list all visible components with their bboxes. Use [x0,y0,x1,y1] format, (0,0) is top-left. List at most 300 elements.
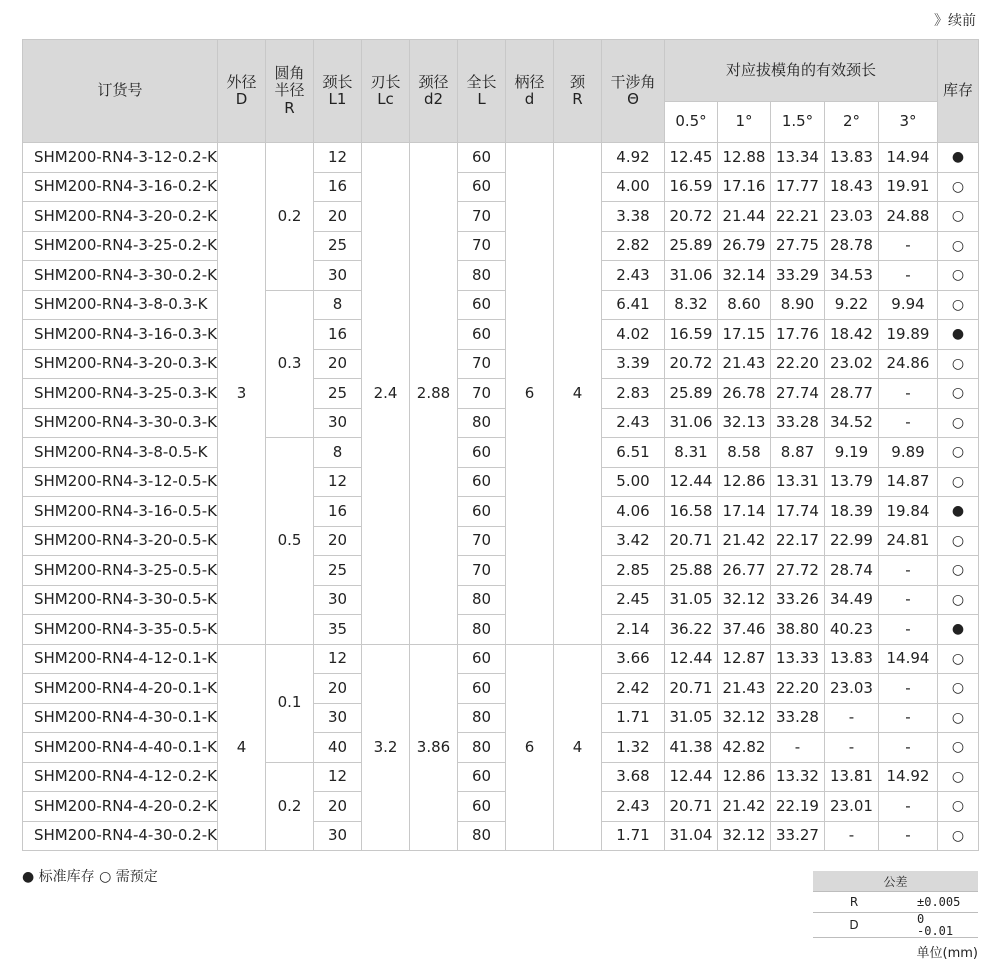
cell-eff: 38.80 [771,615,825,645]
order-code: SHM200-RN4-3-30-0.2-K [23,261,218,291]
cell-L: 60 [458,762,506,792]
cell-stock: ○ [938,585,979,615]
cell-theta: 6.51 [602,438,665,468]
cell-eff: 32.13 [718,408,771,438]
cell-eff: - [879,733,938,763]
header-eff-group: 对应拔模角的有效颈长 [665,40,938,102]
cell-eff: 27.72 [771,556,825,586]
order-code: SHM200-RN4-3-30-0.5-K [23,585,218,615]
cell-stock: ○ [938,379,979,409]
cell-L: 70 [458,231,506,261]
tolerance-row [813,913,978,938]
header-R: 圆角 半径 R [266,40,314,143]
cell-L1: 12 [314,644,362,674]
cell-stock: ○ [938,438,979,468]
cell-L1: 30 [314,821,362,851]
cell-eff: 33.28 [771,408,825,438]
order-code: SHM200-RN4-4-40-0.1-K [23,733,218,763]
cell-eff: - [879,556,938,586]
cell-eff: - [825,821,879,851]
cell-eff: 9.22 [825,290,879,320]
cell-L1: 20 [314,202,362,232]
table-row [23,290,979,320]
cell-eff: - [825,703,879,733]
cell-eff: 12.44 [665,762,718,792]
cell-eff: 18.43 [825,172,879,202]
stock-legend: ● 标准库存 ○ 需预定 [22,869,158,885]
cell-eff: 33.28 [771,703,825,733]
table-row [23,202,979,232]
cell-L1: 30 [314,703,362,733]
cell-L1: 30 [314,261,362,291]
order-code: SHM200-RN4-3-16-0.2-K [23,172,218,202]
order-code: SHM200-RN4-3-20-0.2-K [23,202,218,232]
cell-theta: 3.38 [602,202,665,232]
cell-eff: 17.15 [718,320,771,350]
order-code: SHM200-RN4-3-16-0.3-K [23,320,218,350]
cell-eff: - [879,379,938,409]
cell-eff: 24.86 [879,349,938,379]
order-code: SHM200-RN4-3-20-0.3-K [23,349,218,379]
cell-stock: ○ [938,172,979,202]
cell-stock: ○ [938,733,979,763]
cell-eff: 34.53 [825,261,879,291]
cell-eff: 33.27 [771,821,825,851]
cell-theta: 3.66 [602,644,665,674]
cell-theta: 2.82 [602,231,665,261]
cell-stock: ● [938,143,979,173]
cell-eff: 19.84 [879,497,938,527]
cell-eff: 23.02 [825,349,879,379]
cell-theta: 1.71 [602,703,665,733]
cell-eff: - [771,733,825,763]
cell-eff: 8.31 [665,438,718,468]
cell-eff: 32.14 [718,261,771,291]
cell-eff: - [879,408,938,438]
header-d2: 颈径 d2 [410,40,458,143]
cell-eff: 31.06 [665,408,718,438]
cell-L: 60 [458,290,506,320]
table-row [23,556,979,586]
cell-L: 80 [458,615,506,645]
cell-eff: 40.23 [825,615,879,645]
table-row [23,821,979,851]
table-row [23,674,979,704]
cell-L: 70 [458,556,506,586]
cell-eff: 12.88 [718,143,771,173]
cell-stock: ○ [938,674,979,704]
table-row [23,379,979,409]
header-angle: 1° [718,102,771,143]
cell-eff: 22.99 [825,526,879,556]
cell-theta: 4.06 [602,497,665,527]
cell-eff: 21.43 [718,674,771,704]
cell-L: 70 [458,526,506,556]
cell-L1: 20 [314,526,362,556]
header-d: 柄径 d [506,40,554,143]
cell-L: 80 [458,261,506,291]
cell-L: 70 [458,349,506,379]
cell-eff: 12.44 [665,467,718,497]
table-row [23,585,979,615]
cell-L1: 20 [314,792,362,822]
header-neckR: 颈 R [554,40,602,143]
order-code: SHM200-RN4-3-25-0.3-K [23,379,218,409]
cell-L: 60 [458,172,506,202]
cell-theta: 4.92 [602,143,665,173]
cell-D: 4 [218,644,266,851]
cell-L: 60 [458,674,506,704]
cell-theta: 1.71 [602,821,665,851]
cell-eff: 16.59 [665,320,718,350]
cell-L: 60 [458,438,506,468]
cell-L: 80 [458,703,506,733]
cell-theta: 4.00 [602,172,665,202]
cell-eff: 23.03 [825,202,879,232]
cell-theta: 3.42 [602,526,665,556]
order-code: SHM200-RN4-3-35-0.5-K [23,615,218,645]
cell-L: 60 [458,644,506,674]
header-code: 订货号 [23,40,218,143]
cell-eff: 13.34 [771,143,825,173]
table-row [23,143,979,173]
header-D: 外径 D [218,40,266,143]
cell-eff: - [825,733,879,763]
order-code: SHM200-RN4-3-8-0.3-K [23,290,218,320]
cell-L1: 12 [314,762,362,792]
spec-table [22,39,979,851]
cell-eff: 31.06 [665,261,718,291]
table-row [23,408,979,438]
cell-theta: 2.14 [602,615,665,645]
header-stock: 库存 [938,40,979,143]
cell-Lc: 3.2 [362,644,410,851]
tolerance-row [813,892,978,913]
cell-eff: 13.83 [825,644,879,674]
cell-L: 80 [458,821,506,851]
cell-eff: 14.87 [879,467,938,497]
table-row [23,438,979,468]
cell-eff: 25.89 [665,231,718,261]
cell-eff: 14.92 [879,762,938,792]
cell-eff: 28.77 [825,379,879,409]
cell-eff: 17.76 [771,320,825,350]
cell-L1: 30 [314,585,362,615]
order-code: SHM200-RN4-3-25-0.5-K [23,556,218,586]
header-Lc: 刃长 Lc [362,40,410,143]
cell-eff: - [879,821,938,851]
cell-eff: 12.45 [665,143,718,173]
cell-eff: 33.26 [771,585,825,615]
cell-R: 0.2 [266,762,314,851]
cell-eff: 20.71 [665,674,718,704]
cell-eff: 9.89 [879,438,938,468]
header-theta: 干涉角 Θ [602,40,665,143]
table-row [23,792,979,822]
cell-R: 0.5 [266,438,314,645]
cell-eff: - [879,615,938,645]
cell-theta: 2.43 [602,261,665,291]
cell-eff: 20.72 [665,202,718,232]
order-code: SHM200-RN4-4-30-0.2-K [23,821,218,851]
cell-eff: 33.29 [771,261,825,291]
table-row [23,261,979,291]
cell-eff: 13.81 [825,762,879,792]
cell-eff: 14.94 [879,143,938,173]
cell-eff: 21.44 [718,202,771,232]
cell-L1: 20 [314,349,362,379]
cell-eff: 17.16 [718,172,771,202]
cell-eff: 27.74 [771,379,825,409]
order-code: SHM200-RN4-3-12-0.2-K [23,143,218,173]
cell-stock: ○ [938,408,979,438]
cell-L: 60 [458,792,506,822]
order-code: SHM200-RN4-3-16-0.5-K [23,497,218,527]
cell-eff: - [879,231,938,261]
tolerance-title: 公差 [813,871,978,892]
header-angle: 3° [879,102,938,143]
cell-eff: 14.94 [879,644,938,674]
cell-L: 80 [458,733,506,763]
cell-stock: ○ [938,703,979,733]
cell-theta: 5.00 [602,467,665,497]
cell-L1: 8 [314,438,362,468]
cell-eff: 8.87 [771,438,825,468]
cell-eff: 21.43 [718,349,771,379]
cell-D: 3 [218,143,266,645]
cell-d: 6 [506,644,554,851]
cell-stock: ● [938,615,979,645]
cell-theta: 4.02 [602,320,665,350]
table-row [23,703,979,733]
cell-eff: 13.83 [825,143,879,173]
cell-stock: ○ [938,762,979,792]
cell-eff: 17.14 [718,497,771,527]
cell-eff: 32.12 [718,585,771,615]
cell-L: 70 [458,202,506,232]
cell-L1: 12 [314,143,362,173]
cell-stock: ○ [938,467,979,497]
cell-eff: 26.79 [718,231,771,261]
cell-L1: 20 [314,674,362,704]
cell-theta: 2.43 [602,792,665,822]
cell-L1: 16 [314,497,362,527]
table-row [23,615,979,645]
cell-theta: 2.43 [602,408,665,438]
cell-R: 0.1 [266,644,314,762]
cell-stock: ○ [938,644,979,674]
cell-eff: 12.44 [665,644,718,674]
header-L1: 颈长 L1 [314,40,362,143]
order-code: SHM200-RN4-3-8-0.5-K [23,438,218,468]
cell-eff: 26.77 [718,556,771,586]
cell-stock: ○ [938,526,979,556]
cell-eff: 13.33 [771,644,825,674]
cell-eff: 19.89 [879,320,938,350]
cell-stock: ○ [938,261,979,291]
order-code: SHM200-RN4-4-20-0.1-K [23,674,218,704]
cell-theta: 2.42 [602,674,665,704]
tolerance-label: R [813,892,895,913]
cell-stock: ○ [938,556,979,586]
cell-eff: - [879,792,938,822]
cell-L: 60 [458,497,506,527]
order-code: SHM200-RN4-4-30-0.1-K [23,703,218,733]
table-row [23,644,979,674]
cell-L1: 25 [314,556,362,586]
cell-theta: 6.41 [602,290,665,320]
cell-d2: 2.88 [410,143,458,645]
cell-eff: 37.46 [718,615,771,645]
cell-eff: 20.71 [665,792,718,822]
cell-eff: 25.89 [665,379,718,409]
order-code: SHM200-RN4-3-20-0.5-K [23,526,218,556]
cell-R: 0.2 [266,143,314,291]
cell-eff: 34.52 [825,408,879,438]
cell-L1: 25 [314,379,362,409]
cell-eff: 22.20 [771,674,825,704]
cell-eff: 20.72 [665,349,718,379]
cell-stock: ○ [938,231,979,261]
cell-theta: 2.45 [602,585,665,615]
cell-L: 60 [458,143,506,173]
cell-eff: 8.58 [718,438,771,468]
header-L: 全长 L [458,40,506,143]
table-row [23,467,979,497]
cell-eff: 12.86 [718,467,771,497]
cell-d2: 3.86 [410,644,458,851]
cell-d: 6 [506,143,554,645]
table-row [23,320,979,350]
cell-neckR: 4 [554,143,602,645]
cell-eff: 28.78 [825,231,879,261]
cell-eff: 23.01 [825,792,879,822]
cell-theta: 3.68 [602,762,665,792]
cell-stock: ● [938,320,979,350]
tolerance-label: D [813,913,895,938]
cell-eff: 12.87 [718,644,771,674]
cell-eff: 18.42 [825,320,879,350]
cell-L1: 16 [314,172,362,202]
cell-eff: 31.05 [665,703,718,733]
cell-eff: - [879,261,938,291]
cell-eff: 41.38 [665,733,718,763]
cell-eff: 25.88 [665,556,718,586]
cell-theta: 2.85 [602,556,665,586]
cell-eff: 42.82 [718,733,771,763]
cell-eff: 19.91 [879,172,938,202]
cell-eff: 21.42 [718,792,771,822]
cell-eff: 28.74 [825,556,879,586]
order-code: SHM200-RN4-3-25-0.2-K [23,231,218,261]
cell-L1: 35 [314,615,362,645]
cell-stock: ○ [938,821,979,851]
cell-eff: 9.94 [879,290,938,320]
order-code: SHM200-RN4-4-12-0.2-K [23,762,218,792]
cell-Lc: 2.4 [362,143,410,645]
cell-eff: 13.79 [825,467,879,497]
cell-L1: 8 [314,290,362,320]
cell-L1: 40 [314,733,362,763]
cell-eff: 8.60 [718,290,771,320]
tolerance-value: 0 -0.01 [895,913,978,938]
cell-eff: 17.74 [771,497,825,527]
cell-eff: 22.17 [771,526,825,556]
unit-label: 单位(mm) [916,946,978,961]
cell-eff: 22.19 [771,792,825,822]
cell-neckR: 4 [554,644,602,851]
cell-eff: 24.81 [879,526,938,556]
cell-eff: - [879,674,938,704]
tolerance-value: ±0.005 [895,892,978,913]
cell-L: 60 [458,467,506,497]
cell-eff: - [879,703,938,733]
cell-eff: 8.90 [771,290,825,320]
cell-eff: 9.19 [825,438,879,468]
cell-L1: 30 [314,408,362,438]
cell-eff: 13.32 [771,762,825,792]
cell-eff: 12.86 [718,762,771,792]
header-angle: 2° [825,102,879,143]
table-row [23,349,979,379]
cell-eff: 18.39 [825,497,879,527]
cell-theta: 1.32 [602,733,665,763]
cell-eff: 32.12 [718,821,771,851]
cell-L: 80 [458,408,506,438]
table-row [23,733,979,763]
cell-eff: 22.20 [771,349,825,379]
cell-eff: 20.71 [665,526,718,556]
tolerance-table [813,871,978,938]
cell-eff: 21.42 [718,526,771,556]
header-angle: 0.5° [665,102,718,143]
cell-theta: 2.83 [602,379,665,409]
cell-L: 60 [458,320,506,350]
cell-eff: 16.58 [665,497,718,527]
cell-eff: 31.05 [665,585,718,615]
cell-L1: 25 [314,231,362,261]
cell-stock: ○ [938,202,979,232]
cell-stock: ○ [938,349,979,379]
cell-eff: 34.49 [825,585,879,615]
cell-eff: 32.12 [718,703,771,733]
table-row [23,231,979,261]
cell-eff: 16.59 [665,172,718,202]
cell-eff: 22.21 [771,202,825,232]
cell-eff: 23.03 [825,674,879,704]
header-angle: 1.5° [771,102,825,143]
cell-eff: - [879,585,938,615]
cell-eff: 26.78 [718,379,771,409]
continued-label: 》续前 [934,13,976,29]
cell-eff: 31.04 [665,821,718,851]
order-code: SHM200-RN4-3-12-0.5-K [23,467,218,497]
cell-L: 70 [458,379,506,409]
cell-stock: ○ [938,290,979,320]
table-row [23,497,979,527]
cell-eff: 24.88 [879,202,938,232]
cell-L: 80 [458,585,506,615]
table-row [23,762,979,792]
cell-L1: 16 [314,320,362,350]
cell-stock: ○ [938,792,979,822]
order-code: SHM200-RN4-4-20-0.2-K [23,792,218,822]
table-row [23,172,979,202]
cell-stock: ● [938,497,979,527]
cell-L1: 12 [314,467,362,497]
cell-eff: 17.77 [771,172,825,202]
order-code: SHM200-RN4-3-30-0.3-K [23,408,218,438]
